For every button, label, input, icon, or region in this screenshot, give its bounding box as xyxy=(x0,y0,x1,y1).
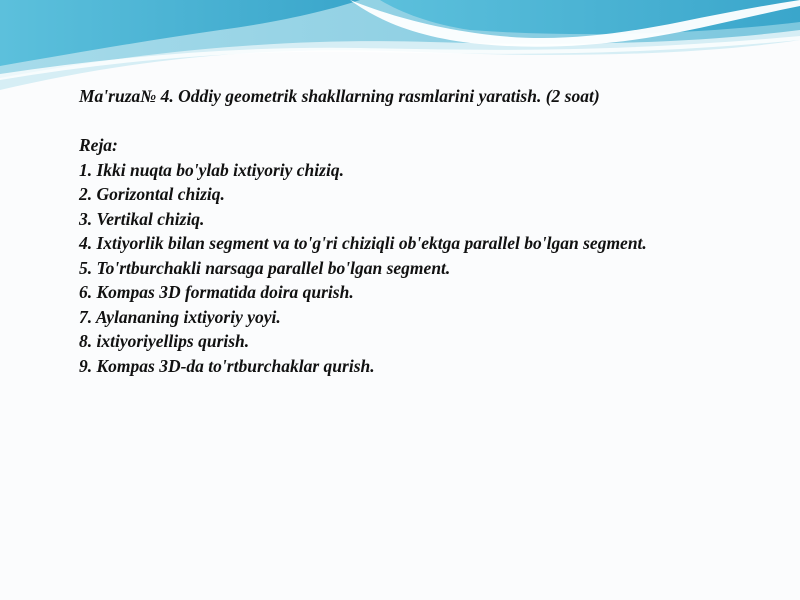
plan-item: 2. Gorizontal chiziq. xyxy=(79,184,225,204)
plan-item: 7. Aylananing ixtiyoriy yoyi. xyxy=(79,306,281,327)
plan-item: 8. ixtiyoriyellips qurish. xyxy=(79,331,250,351)
plan-heading: Reja: xyxy=(79,135,118,155)
plan-item: 1. Ikki nuqta bo'ylab ixtiyoriy chiziq. xyxy=(79,159,344,180)
spacer xyxy=(79,109,779,134)
header-wave-decoration xyxy=(0,0,800,95)
plan-item: 6. Kompas 3D formatida doira qurish. xyxy=(79,282,354,302)
plan-list xyxy=(79,158,779,379)
plan-item: 5. To'rtburchakli narsaga parallel bo'lgan segment. xyxy=(79,257,451,278)
plan-item: 9. Kompas 3D-da to'rtburchaklar qurish. xyxy=(79,355,375,376)
slide-content xyxy=(79,84,779,378)
plan-item: 3. Vertikal chiziq. xyxy=(79,208,205,229)
plan-item: 4. Ixtiyorlik bilan segment va to'g'ri chiziqli ob'ektga parallel bo'lgan segment. xyxy=(79,233,647,253)
lecture-title: Ma'ruza№ 4. Oddiy geometrik shakllarning rasmlarini yaratish. (2 soat) xyxy=(79,86,600,106)
